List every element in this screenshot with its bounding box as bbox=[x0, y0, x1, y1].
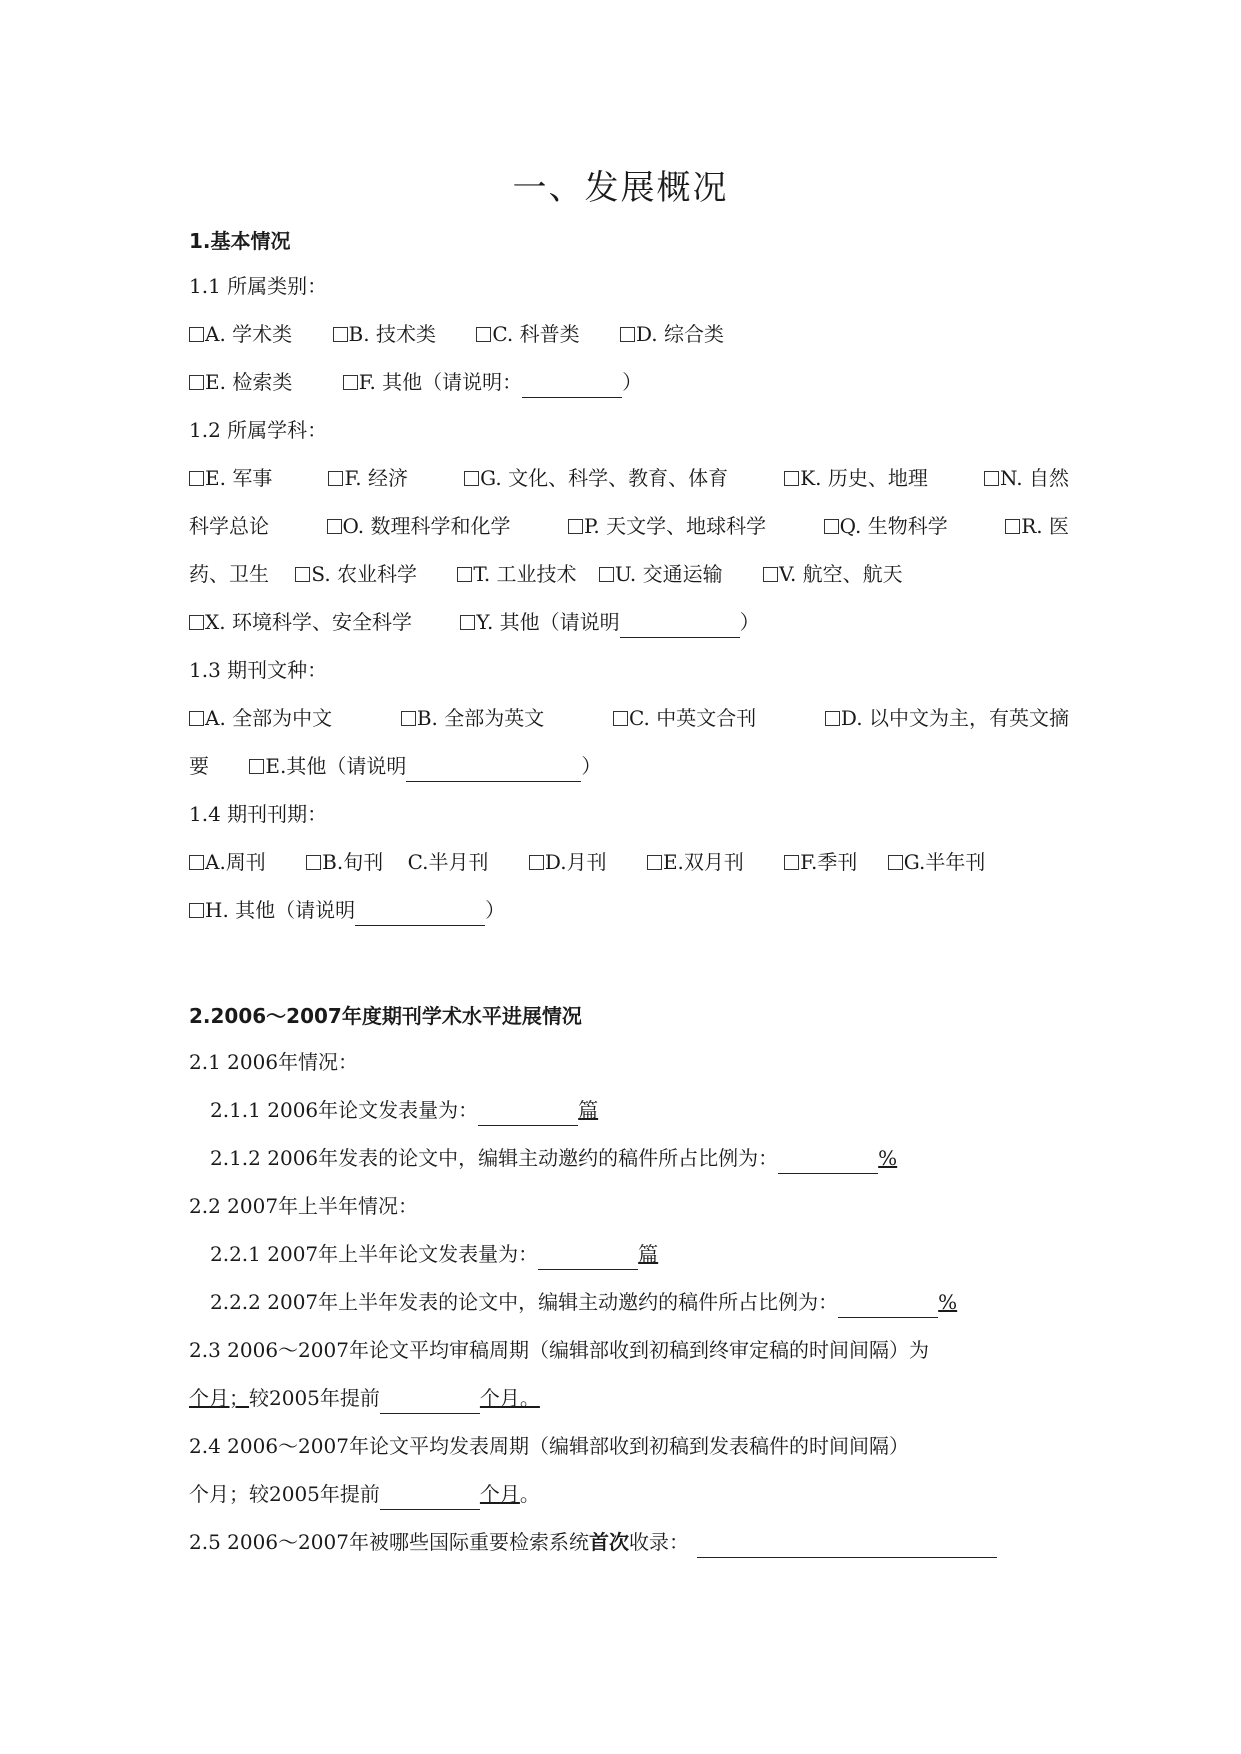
checkbox[interactable] bbox=[824, 519, 839, 534]
q13-text-cont: 要 bbox=[189, 754, 209, 778]
q11-options-row2 bbox=[189, 366, 1069, 398]
checkbox[interactable] bbox=[189, 711, 204, 726]
q12-option-r[interactable]: R. 医 bbox=[1005, 510, 1069, 542]
q25-field[interactable] bbox=[697, 1533, 997, 1558]
section-1-heading: 1.基本情况 bbox=[189, 229, 291, 253]
q14-option-g[interactable]: G.半年刊 bbox=[888, 850, 986, 874]
checkbox[interactable] bbox=[333, 327, 348, 342]
q12-label: 1.2 所属学科： bbox=[189, 418, 328, 442]
q21-label: 2.1 2006年情况： bbox=[189, 1050, 359, 1074]
q13-option-b[interactable]: B. 全部为英文 bbox=[401, 702, 544, 734]
checkbox[interactable] bbox=[464, 471, 479, 486]
q22-label: 2.2 2007年上半年情况： bbox=[189, 1194, 419, 1218]
q12-option-f[interactable]: F. 经济 bbox=[328, 462, 407, 494]
q14-option-e[interactable]: E.双月刊 bbox=[647, 846, 744, 878]
checkbox[interactable] bbox=[457, 567, 472, 582]
q11-option-d[interactable]: D. 综合类 bbox=[620, 318, 724, 350]
q13-label: 1.3 期刊文种： bbox=[189, 658, 328, 682]
q13-line1 bbox=[189, 702, 1069, 734]
q14-option-a[interactable]: A.周刊 bbox=[189, 846, 266, 878]
checkbox[interactable] bbox=[1005, 519, 1020, 534]
q13-option-e[interactable]: E.其他（请说明 ） bbox=[249, 754, 601, 778]
q14-option-b[interactable]: B.旬刊 bbox=[306, 846, 383, 878]
q14-option-d[interactable]: D.月刊 bbox=[529, 846, 607, 878]
q212-field[interactable] bbox=[778, 1149, 878, 1174]
q12-line1 bbox=[189, 462, 1069, 494]
checkbox[interactable] bbox=[189, 375, 204, 390]
q24-line2: 个月；较2005年提前 个月。 bbox=[189, 1478, 1069, 1510]
q12-option-v[interactable]: V. 航空、航天 bbox=[763, 558, 903, 590]
checkbox[interactable] bbox=[306, 855, 321, 870]
q12-line4 bbox=[189, 606, 1069, 638]
q24-line1: 2.4 2006～2007年论文平均发表周期（编辑部收到初稿到发表稿件的时间间隔） bbox=[189, 1434, 909, 1458]
checkbox[interactable] bbox=[343, 375, 358, 390]
q12-option-s[interactable]: S. 农业科学 bbox=[295, 558, 417, 590]
checkbox[interactable] bbox=[460, 615, 475, 630]
checkbox[interactable] bbox=[888, 855, 903, 870]
q24-field[interactable] bbox=[380, 1485, 480, 1510]
q23-line2: 个月；较2005年提前 个月。 bbox=[189, 1382, 1069, 1414]
q13-option-c[interactable]: C. 中英文合刊 bbox=[613, 702, 756, 734]
checkbox[interactable] bbox=[189, 903, 204, 918]
checkbox[interactable] bbox=[613, 711, 628, 726]
q12-line2 bbox=[189, 510, 1069, 542]
q12-other-field[interactable] bbox=[620, 613, 740, 638]
q12-option-k[interactable]: K. 历史、地理 bbox=[784, 462, 928, 494]
checkbox[interactable] bbox=[476, 327, 491, 342]
q11-option-c[interactable]: C. 科普类 bbox=[476, 318, 579, 350]
q12-text-cont2: 药、卫生 bbox=[189, 562, 269, 586]
checkbox[interactable] bbox=[249, 759, 264, 774]
checkbox[interactable] bbox=[327, 519, 342, 534]
section-2-heading: 2.2006～2007年度期刊学术水平进展情况 bbox=[189, 1004, 582, 1028]
q14-line2 bbox=[189, 894, 1069, 926]
checkbox[interactable] bbox=[984, 471, 999, 486]
q13-option-d[interactable]: D. 以中文为主，有英文摘 bbox=[825, 702, 1069, 734]
q14-line1 bbox=[189, 846, 1069, 878]
checkbox[interactable] bbox=[189, 615, 204, 630]
q11-other-field[interactable] bbox=[522, 373, 622, 398]
q12-option-t[interactable]: T. 工业技术 bbox=[457, 558, 576, 590]
q14-label: 1.4 期刊刊期： bbox=[189, 802, 328, 826]
checkbox[interactable] bbox=[825, 711, 840, 726]
q12-option-u[interactable]: U. 交通运输 bbox=[599, 558, 723, 590]
checkbox[interactable] bbox=[620, 327, 635, 342]
q13-option-a[interactable]: A. 全部为中文 bbox=[189, 702, 332, 734]
q222-line: 2.2.2 2007年上半年发表的论文中，编辑主动邀约的稿件所占比例为： % bbox=[210, 1286, 1090, 1318]
q211-line: 2.1.1 2006年论文发表量为： 篇 bbox=[210, 1094, 1090, 1126]
q222-field[interactable] bbox=[838, 1293, 938, 1318]
checkbox[interactable] bbox=[189, 327, 204, 342]
checkbox[interactable] bbox=[568, 519, 583, 534]
checkbox[interactable] bbox=[401, 711, 416, 726]
q12-option-n[interactable]: N. 自然 bbox=[984, 462, 1069, 494]
checkbox[interactable] bbox=[328, 471, 343, 486]
q13-line2 bbox=[189, 750, 1069, 782]
checkbox[interactable] bbox=[189, 855, 204, 870]
checkbox[interactable] bbox=[784, 471, 799, 486]
q14-option-f[interactable]: F.季刊 bbox=[784, 846, 857, 878]
page-title: 一、发展概况 bbox=[512, 168, 729, 208]
q211-field[interactable] bbox=[478, 1101, 578, 1126]
q12-option-q[interactable]: Q. 生物科学 bbox=[824, 510, 948, 542]
checkbox[interactable] bbox=[763, 567, 778, 582]
q13-other-field[interactable] bbox=[406, 757, 581, 782]
q14-other-field[interactable] bbox=[355, 901, 485, 926]
q14-option-h[interactable]: H. 其他（请说明 ） bbox=[189, 898, 505, 922]
q23-field[interactable] bbox=[380, 1389, 480, 1414]
q11-option-a[interactable]: A. 学术类 bbox=[189, 318, 292, 350]
q221-field[interactable] bbox=[538, 1245, 638, 1270]
q11-option-e[interactable]: E. 检索类 bbox=[189, 366, 292, 398]
checkbox[interactable] bbox=[647, 855, 662, 870]
checkbox[interactable] bbox=[529, 855, 544, 870]
q212-line: 2.1.2 2006年发表的论文中，编辑主动邀约的稿件所占比例为： % bbox=[210, 1142, 1090, 1174]
q12-option-p[interactable]: P. 天文学、地球科学 bbox=[568, 510, 766, 542]
checkbox[interactable] bbox=[599, 567, 614, 582]
q25-line: 2.5 2006～2007年被哪些国际重要检索系统首次收录： bbox=[189, 1526, 1069, 1558]
q12-option-e[interactable]: E. 军事 bbox=[189, 462, 272, 494]
q11-option-b[interactable]: B. 技术类 bbox=[333, 318, 436, 350]
q12-option-o[interactable]: O. 数理科学和化学 bbox=[327, 510, 511, 542]
q12-option-y[interactable]: Y. 其他（请说明 ） bbox=[460, 610, 759, 634]
q12-line3 bbox=[189, 558, 1069, 590]
q11-option-f[interactable]: F. 其他（请说明： ） bbox=[343, 370, 642, 394]
q12-option-g[interactable]: G. 文化、科学、教育、体育 bbox=[464, 462, 728, 494]
q23-line1: 2.3 2006～2007年论文平均审稿周期（编辑部收到初稿到终审定稿的时间间隔）为 bbox=[189, 1338, 929, 1362]
q14-option-c[interactable]: C.半月刊 bbox=[407, 850, 489, 874]
q12-text-cont: 科学总论 bbox=[189, 514, 269, 538]
q11-label: 1.1 所属类别： bbox=[189, 274, 328, 298]
q221-line: 2.2.1 2007年上半年论文发表量为： 篇 bbox=[210, 1238, 1090, 1270]
q12-option-x[interactable]: X. 环境科学、安全科学 bbox=[189, 606, 412, 638]
checkbox[interactable] bbox=[189, 471, 204, 486]
checkbox[interactable] bbox=[295, 567, 310, 582]
checkbox[interactable] bbox=[784, 855, 799, 870]
q11-options-row1 bbox=[189, 318, 1069, 350]
